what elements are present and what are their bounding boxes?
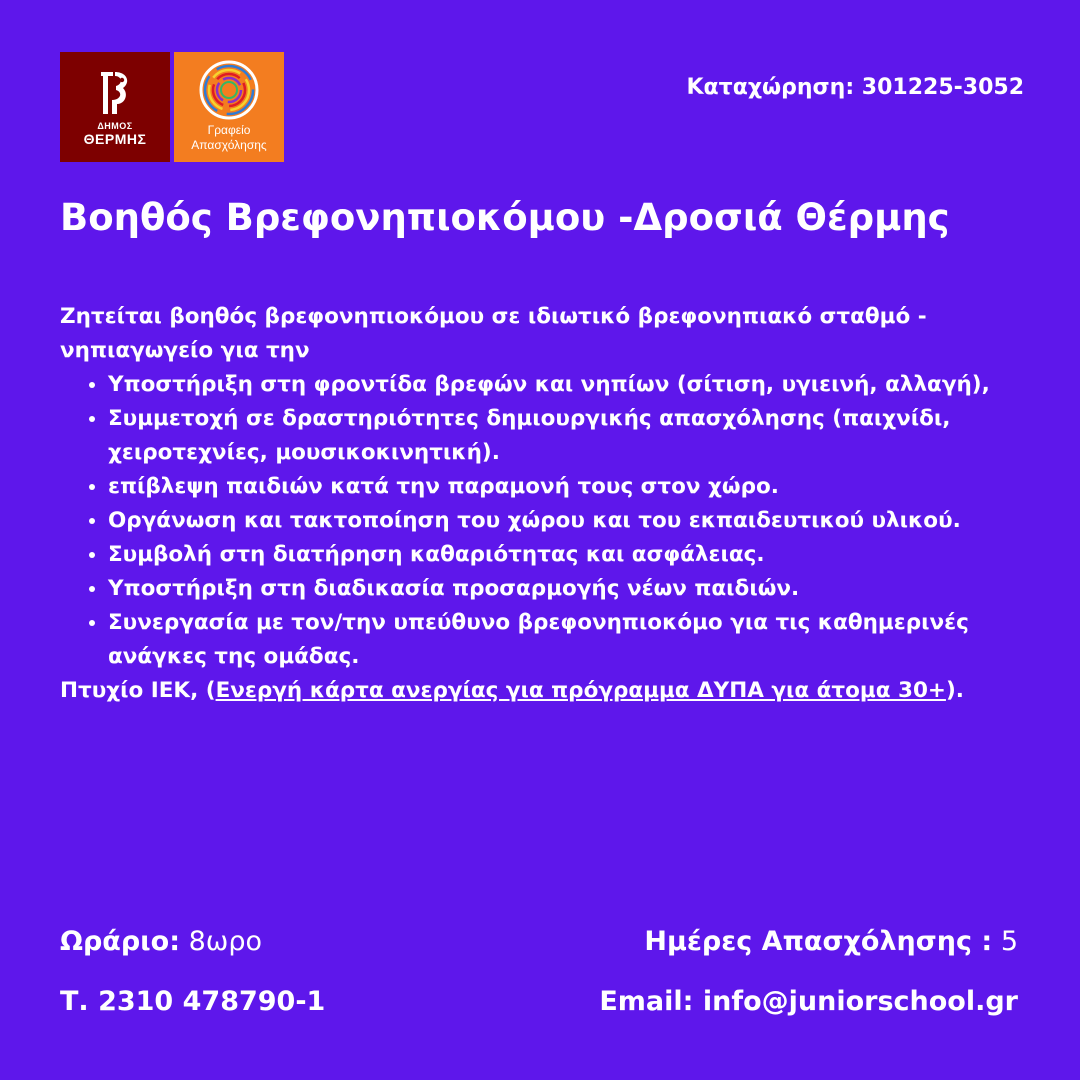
phone-number: Τ. 2310 478790-1 — [60, 986, 326, 1017]
days-info — [644, 926, 1018, 957]
schedule-row — [60, 926, 1018, 957]
intro-text: Ζητείται βοηθός βρεφονηπιοκόμου σε ιδιωτικό βρεφονηπιακό σταθμό - νηπιαγωγείο για την — [60, 304, 927, 363]
dypa-card-link[interactable]: Ενεργή κάρτα ανεργίας για πρόγραμμα ΔΥΠΑ για άτομα 30+ — [215, 678, 946, 703]
schedule-info — [60, 926, 262, 957]
list-item: • Συνεργασία με τον/την υπεύθυνο βρεφονηπιοκόμο για τις καθημερινές ανάγκες της ομάδας. — [108, 606, 1030, 674]
list-item: • Υποστήριξη στη διαδικασία προσαρμογής νέων παιδιών. — [108, 572, 1030, 606]
requirements-suffix: ). — [945, 678, 964, 703]
logo-text-thermis: ΘΕΡΜΗΣ — [83, 131, 147, 147]
list-item: • επίβλεψη παιδιών κατά την παραμονή τους στον χώρο. — [108, 470, 1030, 504]
dimos-thermis-logo — [60, 52, 170, 162]
list-item: • Υποστήριξη στη φροντίδα βρεφών και νηπίων (σίτιση, υγιεινή, αλλαγή), — [108, 368, 1030, 402]
list-item: • Οργάνωση και τακτοποίηση του χώρου και του εκπαιδευτικού υλικού. — [108, 504, 1030, 538]
list-item: • Συμβολή στη διατήρηση καθαριότητας και ασφάλειας. — [108, 538, 1030, 572]
list-item: • Συμμετοχή σε δραστηριότητες δημιουργικής απασχόλησης (παιχνίδι, χειροτεχνίες, μουσικοκινητική). — [108, 402, 1030, 470]
email-address: Email: info@juniorschool.gr — [599, 986, 1018, 1017]
duties-list — [60, 368, 1030, 674]
job-description — [60, 300, 1030, 708]
job-title: Βοηθός Βρεφονηπιοκόμου -Δροσιά Θέρμης — [60, 196, 950, 239]
days-label: Ημέρες Απασχόλησης : — [644, 926, 993, 957]
grafeio-apasxolisis-logo — [174, 52, 284, 162]
schedule-value: 8ωρο — [180, 926, 263, 957]
colorful-rings-icon — [197, 58, 261, 122]
days-value: 5 — [992, 926, 1018, 957]
requirements-text — [60, 674, 1030, 708]
schedule-label: Ωράριο: — [60, 926, 181, 957]
logo-text-grafeio: Γραφείο — [207, 123, 251, 137]
requirements-prefix: Πτυχίο ΙΕΚ, ( — [60, 678, 216, 703]
logo-text-dimos: ΔΗΜΟΣ — [97, 121, 133, 131]
registration-number: Καταχώρηση: 301225-3052 — [686, 75, 1024, 100]
municipality-emblem-icon — [95, 66, 135, 118]
logo-text-apasxolisis: Απασχόλησης — [191, 138, 267, 152]
contact-row — [60, 986, 1018, 1017]
